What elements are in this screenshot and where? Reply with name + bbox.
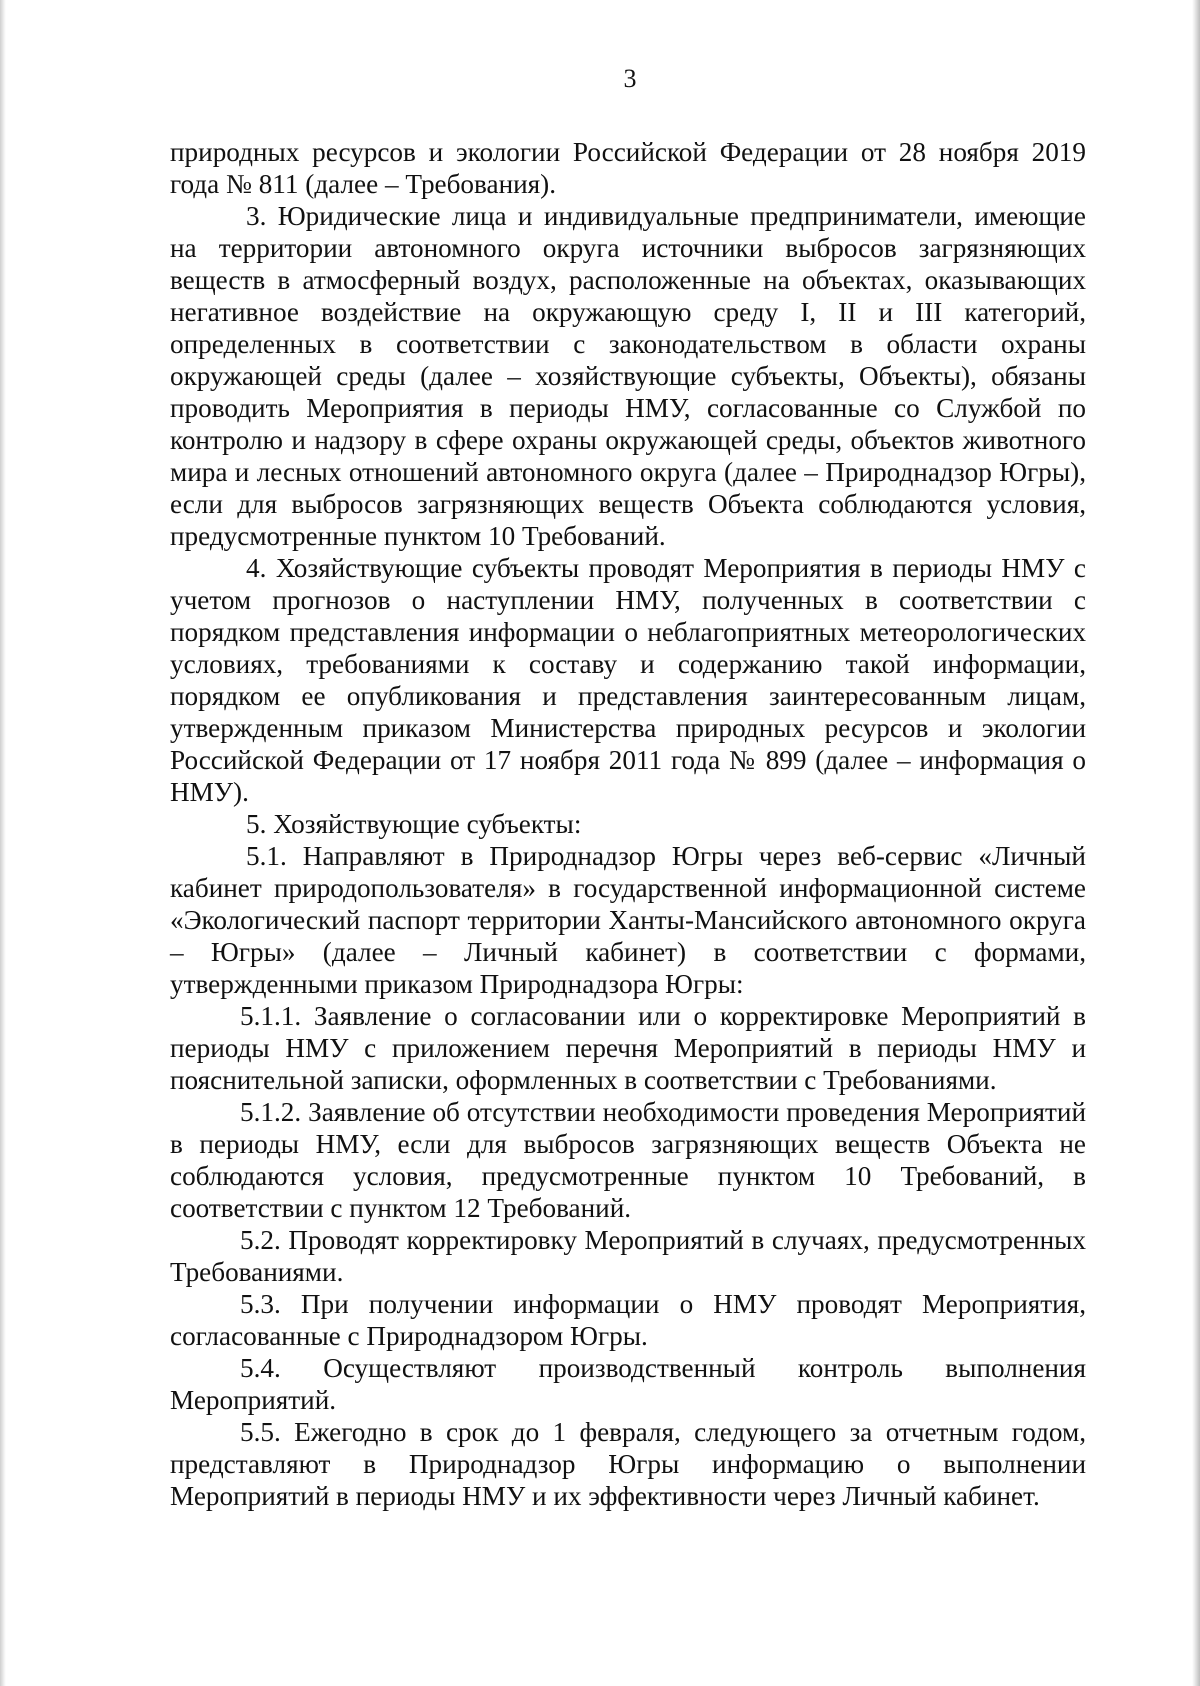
document-body <box>170 136 1086 1512</box>
page-number: 3 <box>623 64 637 93</box>
paragraph-5-1-1: 5.1.1. Заявление о согласовании или о корректировке Мероприятий в периоды НМУ с приложением перечня Мероприятий в периоды НМУ и пояснительной записки, оформленных в соответствии с Требованиями. <box>170 1001 1086 1095</box>
scan-edge-left <box>0 0 6 1686</box>
paragraph-5-5: 5.5. Ежегодно в срок до 1 февраля, следующего за отчетным годом, представляют в Природнадзор Югры информацию о выполнении Мероприятий в периоды НМУ и их эффективности через Личный кабинет. <box>170 1417 1086 1511</box>
scan-edge-right <box>1192 0 1200 1686</box>
paragraph-3: 3. Юридические лица и индивидуальные предприниматели, имеющие на территории автономного округа источники выбросов загрязняющих веществ в атмосферный воздух, расположенные на объектах, оказывающих негативное воздействие на окружающую среду I, II и III категорий, определенных в соответствии с законодательством в области охраны окружающей среды (далее – хозяйствующие субъекты, Объекты), обязаны проводить Мероприятия в периоды НМУ, согласованные со Службой по контролю и надзору в сфере охраны окружающей среды, объектов животного мира и лесных отношений автономного округа (далее – Природнадзор Югры), если для выбросов загрязняющих веществ Объекта соблюдаются условия, предусмотренные пунктом 10 Требований. <box>170 201 1086 551</box>
paragraph-5-2: 5.2. Проводят корректировку Мероприятий в случаях, предусмотренных Требованиями. <box>170 1225 1086 1287</box>
paragraph-5-1: 5.1. Направляют в Природнадзор Югры через веб-сервис «Личный кабинет природопользователя» в государственной информационной системе «Экологический паспорт территории Ханты-Мансийского автономного округа – Югры» (далее – Личный кабинет) в соответствии с формами, утвержденными приказом Природнадзора Югры: <box>170 841 1086 999</box>
paragraph-5-3: 5.3. При получении информации о НМУ проводят Мероприятия, согласованные с Природнадзором Югры. <box>170 1289 1086 1351</box>
paragraph-5: 5. Хозяйствующие субъекты: <box>246 809 582 839</box>
paragraph-4: 4. Хозяйствующие субъекты проводят Мероприятия в периоды НМУ с учетом прогнозов о наступлении НМУ, полученных в соответствии с порядком представления информации о неблагоприятных метеорологических условиях, требованиями к составу и содержанию такой информации, порядком ее опубликования и представления заинтересованным лицам, утвержденным приказом Министерства природных ресурсов и экологии Российской Федерации от 17 ноября 2011 года № 899 (далее – информация о НМУ). <box>170 553 1086 807</box>
paragraph-5-1-2: 5.1.2. Заявление об отсутствии необходимости проведения Мероприятий в периоды НМУ, если для выбросов загрязняющих веществ Объекта не соблюдаются условия, предусмотренные пунктом 10 Требований, в соответствии с пунктом 12 Требований. <box>170 1097 1086 1223</box>
paragraph-continuation: природных ресурсов и экологии Российской Федерации от 28 ноября 2019 года № 811 (далее – Требования). <box>170 137 1086 199</box>
paragraph-5-4: 5.4. Осуществляют производственный контроль выполнения Мероприятий. <box>170 1353 1086 1415</box>
